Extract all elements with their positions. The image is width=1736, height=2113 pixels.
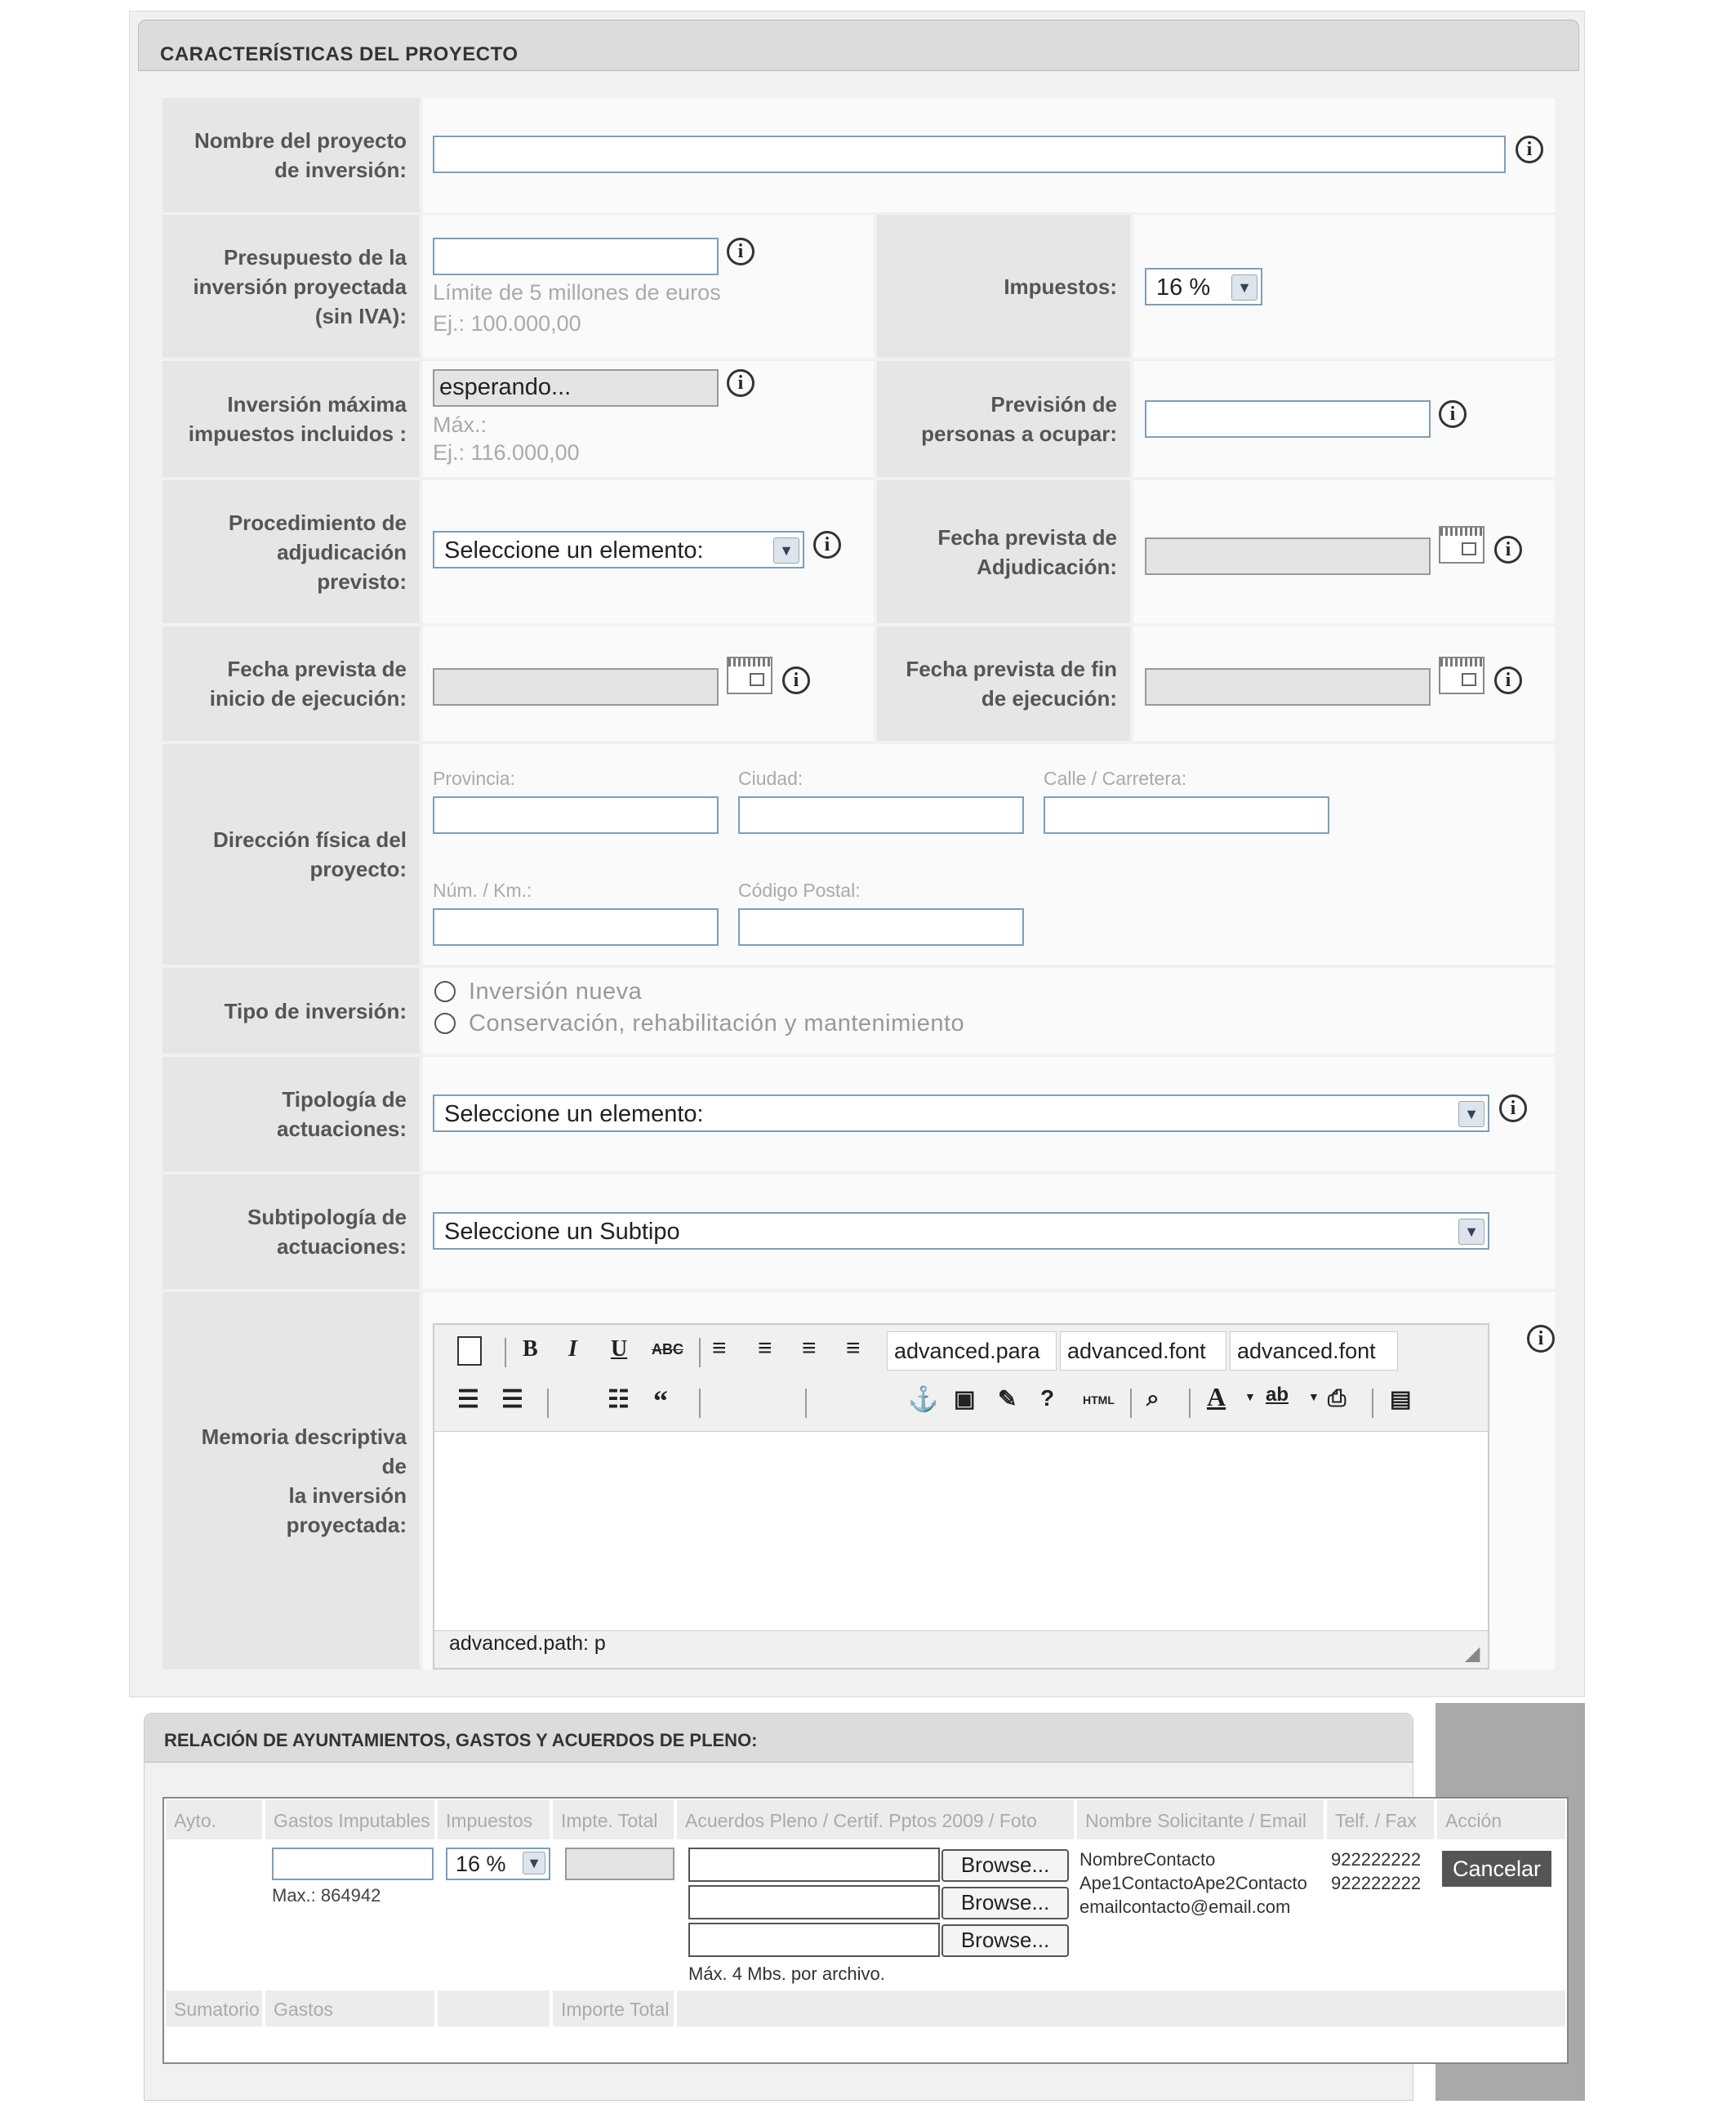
radio-inversion-nueva[interactable] [434,981,456,1002]
chevron-down-icon[interactable]: ▼ [1308,1390,1320,1403]
th-accion: Acción [1437,1800,1565,1839]
preview-icon[interactable]: ⌕ [1146,1385,1160,1411]
th-gastos: Gastos Imputables [265,1800,434,1839]
impuestos-select[interactable]: 16 % ▼ [1145,268,1262,305]
paragraph-format-dropdown[interactable]: advanced.para [887,1331,1057,1371]
info-icon[interactable]: i [1494,666,1522,694]
browse-button-2[interactable]: Browse... [941,1887,1069,1919]
editor-content-area[interactable] [434,1431,1488,1631]
underline-icon[interactable]: U [611,1336,628,1362]
toolbar-separator [547,1389,549,1418]
info-icon[interactable]: i [813,531,841,559]
editor-path: advanced.path: p [449,1632,606,1655]
info-icon[interactable]: i [782,666,810,694]
radio-inversion-nueva-label[interactable]: Inversión nueva [469,978,643,1005]
th-impte-total: Impte. Total [553,1800,674,1839]
provincia-input[interactable] [433,796,719,834]
tf-gastos: Gastos [265,1990,434,2026]
align-right-icon[interactable]: ≡ [802,1335,817,1362]
cp-input[interactable] [738,908,1024,946]
align-center-icon[interactable]: ≡ [758,1335,772,1362]
toolbar-separator [699,1389,701,1418]
info-icon[interactable]: i [1494,536,1522,564]
section-header: RELACIÓN DE AYUNTAMIENTOS, GASTOS Y ACUERDOS DE PLENO: [145,1714,1413,1763]
indent-icon[interactable]: ☷ [608,1386,630,1413]
calendar-icon[interactable] [1439,526,1485,564]
presupuesto-hint: Límite de 5 millones de euros [433,280,721,305]
browse-button-3[interactable]: Browse... [941,1924,1069,1957]
label-subtipologia: Subtipología de actuaciones: [162,1175,420,1289]
fullscreen-icon[interactable]: ▤ [1390,1386,1412,1411]
label-presupuesto: Presupuesto de la inversión proyectada (sin IVA): [162,215,420,358]
cleanup-icon[interactable]: ✎ [998,1386,1017,1411]
label-tipo: Tipo de inversión: [162,968,420,1054]
max-file-size: Máx. 4 Mbs. por archivo. [688,1964,885,1984]
radio-conservacion[interactable] [434,1013,456,1034]
contact-name: NombreContacto [1079,1849,1216,1870]
label-prevision: Previsión de personas a ocupar: [877,361,1130,477]
impuesto-row-select[interactable]: 16 % ▼ [446,1848,550,1880]
contact-fax: 922222222 [1331,1873,1422,1893]
fecha-fin-input[interactable] [1145,668,1431,706]
info-icon[interactable]: i [1516,136,1543,163]
cp-label: Código Postal: [738,880,861,901]
tf-blank [438,1990,550,2026]
new-document-icon[interactable] [457,1336,482,1366]
cancel-button[interactable]: Cancelar [1442,1851,1551,1887]
anchor-icon[interactable]: ⚓ [908,1386,939,1413]
label-fecha-inicio: Fecha prevista de inicio de ejecución: [162,626,420,741]
tf-sumatorio: Sumatorio [166,1990,262,2026]
calle-input[interactable] [1044,796,1329,834]
num-label: Núm. / Km.: [433,880,532,901]
image-icon[interactable]: ▣ [954,1386,976,1411]
chevron-down-icon: ▼ [1231,274,1257,301]
label-fecha-fin: Fecha prevista de fin de ejecución: [877,626,1130,741]
contact-surnames: Ape1ContactoApe2Contacto [1079,1873,1307,1893]
contact-telf: 922222222 [1331,1849,1422,1870]
inversion-max-input: esperando... [433,369,719,407]
numbered-list-icon[interactable]: ☰ [501,1386,523,1413]
label-impuestos: Impuestos: [877,215,1130,358]
print-icon[interactable]: ⎙ [1328,1385,1347,1411]
gastos-max: Max.: 864942 [272,1885,381,1906]
blockquote-icon[interactable]: “ [653,1384,668,1417]
toolbar-separator [805,1389,807,1418]
inversion-max-example: Ej.: 116.000,00 [433,440,580,465]
toolbar-separator [1130,1389,1132,1418]
rich-text-editor [433,1323,1489,1669]
align-justify-icon[interactable]: ≡ [846,1335,861,1362]
impte-total-input [565,1848,674,1880]
chevron-down-icon: ▼ [1458,1101,1485,1127]
num-input[interactable] [433,908,719,946]
toolbar-separator [699,1338,701,1367]
bullet-list-icon[interactable]: ☰ [457,1386,479,1413]
info-icon[interactable]: i [727,238,754,265]
calendar-icon[interactable] [727,657,772,694]
tf-rest [677,1990,1565,2026]
file-input-3[interactable] [688,1923,940,1957]
gastos-input[interactable] [272,1848,434,1880]
font-size-dropdown[interactable]: advanced.font [1230,1331,1398,1371]
highlight-color-icon[interactable]: ab [1266,1384,1289,1406]
file-input-1[interactable] [688,1848,940,1882]
chevron-down-icon: ▼ [1458,1219,1485,1245]
file-input-2[interactable] [688,1885,940,1919]
chevron-down-icon: ▼ [523,1852,545,1875]
resize-handle-icon[interactable]: ◢ [1465,1643,1480,1665]
th-ayto: Ayto. [166,1800,262,1839]
label-inversion-max: Inversión máxima impuestos incluidos : [162,361,420,477]
italic-icon[interactable]: I [568,1336,577,1362]
align-left-icon[interactable]: ≡ [712,1335,727,1362]
toolbar-separator [505,1338,506,1367]
info-icon[interactable]: i [1439,400,1467,428]
info-icon[interactable]: i [1527,1325,1555,1353]
label-fecha-adj: Fecha prevista de Adjudicación: [877,480,1130,623]
th-impuestos: Impuestos [438,1800,550,1839]
prevision-input[interactable] [1145,400,1431,438]
inversion-max-hint: Máx.: [433,412,487,437]
calle-label: Calle / Carretera: [1044,768,1187,789]
help-icon[interactable]: ? [1040,1385,1055,1411]
label-memoria: Memoria descriptiva de la inversión proyectada: [162,1292,420,1669]
fecha-adj-input[interactable] [1145,537,1431,575]
th-solicitante: Nombre Solicitante / Email [1077,1800,1324,1839]
tf-importe-total: Importe Total [553,1990,674,2026]
tipologia-select[interactable]: Seleccione un elemento: ▼ [433,1094,1489,1132]
presupuesto-input[interactable] [433,238,719,275]
contact-email: emailcontacto@email.com [1079,1897,1291,1917]
bold-icon[interactable]: B [523,1336,538,1362]
label-tipologia: Tipología de actuaciones: [162,1057,420,1171]
text-color-icon[interactable]: A [1207,1382,1226,1411]
toolbar-separator [1189,1389,1191,1418]
provincia-label: Provincia: [433,768,515,789]
radio-conservacion-label[interactable]: Conservación, rehabilitación y mantenimiento [469,1010,965,1036]
info-icon[interactable]: i [1499,1094,1527,1122]
label-procedimiento: Procedimiento de adjudicación previsto: [162,480,420,623]
th-telf: Telf. / Fax [1327,1800,1434,1839]
nombre-input[interactable] [433,136,1506,173]
chevron-down-icon: ▼ [773,537,799,564]
chevron-down-icon[interactable]: ▼ [1244,1390,1256,1403]
subtipologia-select[interactable]: Seleccione un Subtipo ▼ [433,1212,1489,1250]
label-direccion: Dirección física del proyecto: [162,744,420,965]
info-icon[interactable]: i [727,369,754,397]
procedimiento-select[interactable]: Seleccione un elemento: ▼ [433,531,804,568]
strikethrough-icon[interactable]: ABC [652,1341,683,1357]
html-icon[interactable]: HTML [1083,1393,1115,1406]
label-nombre: Nombre del proyecto de inversión: [162,98,420,212]
ciudad-input[interactable] [738,796,1024,834]
th-acuerdos: Acuerdos Pleno / Certif. Pptos 2009 / Foto [677,1800,1074,1839]
font-family-dropdown[interactable]: advanced.font [1060,1331,1226,1371]
presupuesto-example: Ej.: 100.000,00 [433,311,581,336]
fecha-inicio-input[interactable] [433,668,719,706]
toolbar-separator [1372,1389,1373,1418]
calendar-icon[interactable] [1439,657,1485,694]
browse-button-1[interactable]: Browse... [941,1849,1069,1882]
section-header: CARACTERÍSTICAS DEL PROYECTO [138,20,1579,71]
ciudad-label: Ciudad: [738,768,803,789]
